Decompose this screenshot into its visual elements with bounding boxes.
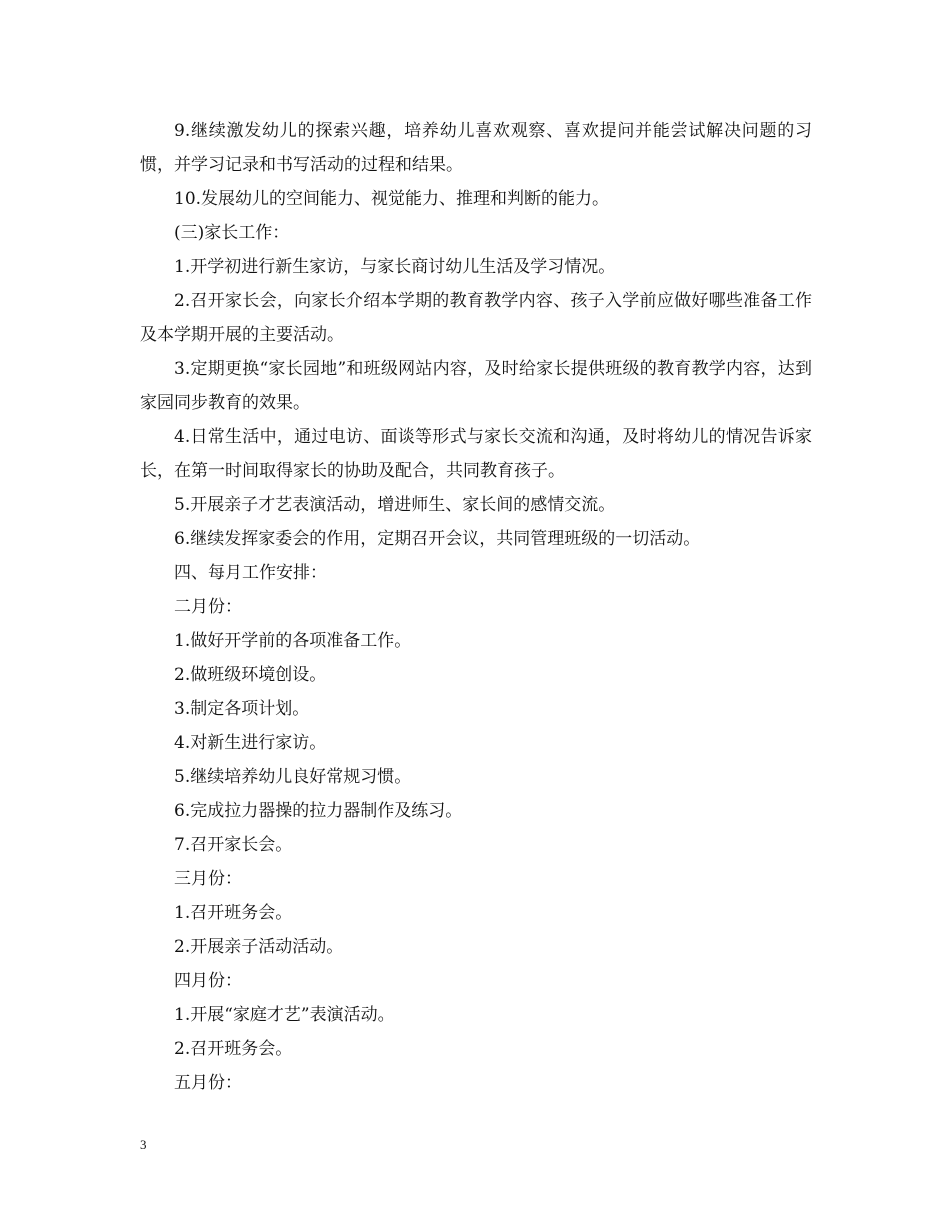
list-item: 7.召开家长会。: [174, 835, 293, 855]
paragraph: 10.发展幼儿的空间能力、视觉能力、推理和判断的能力。: [174, 189, 610, 209]
list-item: 2.开展亲子活动活动。: [174, 937, 344, 957]
list-item: 2.召开班务会。: [174, 1039, 293, 1059]
document-body: [140, 114, 812, 1100]
paragraph: 6.继续发挥家委会的作用，定期召开会议，共同管理班级的一切活动。: [174, 529, 701, 549]
list-item: 1.召开班务会。: [174, 903, 293, 923]
list-item: 2.做班级环境创设。: [174, 665, 327, 685]
list-item: 5.继续培养幼儿良好常规习惯。: [174, 767, 412, 787]
paragraph: 2.召开家长会，向家长介绍本学期的教育教学内容、孩子入学前应做好哪些准备工作及本学期开展的主要活动。: [140, 291, 812, 345]
month-heading: 五月份：: [174, 1073, 242, 1093]
month-heading: 二月份：: [174, 597, 242, 617]
paragraph: 3.定期更换“家长园地”和班级网站内容，及时给家长提供班级的教育教学内容，达到家园同步教育的效果。: [140, 359, 812, 413]
page-number: 3: [140, 1137, 147, 1152]
list-item: 1.做好开学前的各项准备工作。: [174, 631, 412, 651]
month-heading: 三月份：: [174, 869, 242, 889]
paragraph: 5.开展亲子才艺表演活动，增进师生、家长间的感情交流。: [174, 495, 616, 515]
paragraph: 9.继续激发幼儿的探索兴趣，培养幼儿喜欢观察、喜欢提问并能尝试解决问题的习惯，并学习记录和书写活动的过程和结果。: [140, 121, 812, 175]
list-item: 4.对新生进行家访。: [174, 733, 327, 753]
list-item: 6.完成拉力器操的拉力器制作及练习。: [174, 801, 463, 821]
paragraph: 1.开学初进行新生家访，与家长商讨幼儿生活及学习情况。: [174, 257, 616, 277]
list-item: 3.制定各项计划。: [174, 699, 310, 719]
section-heading: (三)家长工作：: [174, 223, 290, 243]
section-heading: 四、每月工作安排：: [174, 563, 327, 583]
month-heading: 四月份：: [174, 971, 242, 991]
paragraph: 4.日常生活中，通过电访、面谈等形式与家长交流和沟通，及时将幼儿的情况告诉家长，在第一时间取得家长的协助及配合，共同教育孩子。: [140, 427, 812, 481]
list-item: 1.开展“家庭才艺”表演活动。: [174, 1005, 395, 1025]
